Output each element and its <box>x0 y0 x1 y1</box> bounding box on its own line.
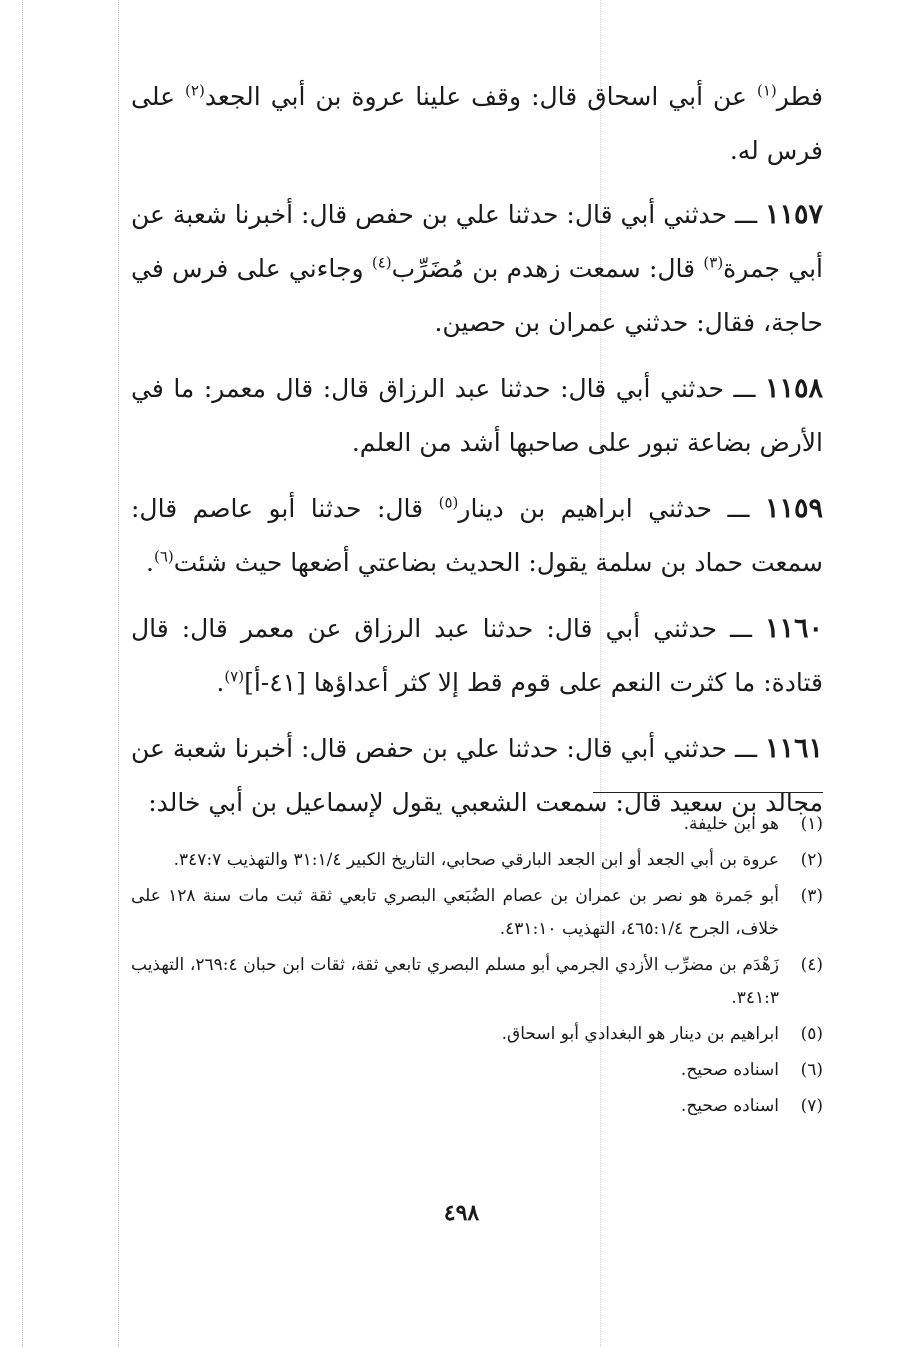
paragraph-text: . <box>216 668 225 697</box>
paragraph-text: فطر <box>776 82 823 111</box>
footnote-mark: (٣) <box>800 886 823 906</box>
footnote-reference: (٣) <box>703 253 724 272</box>
footnote-text: هو ابن خليفة. <box>683 814 779 834</box>
footnote-item <box>131 1018 823 1051</box>
footnote-mark: (٦) <box>800 1060 823 1080</box>
footnote-mark: (١) <box>800 814 823 834</box>
footnote-text: أبو جَمرة هو نصر بن عمران بن عصام الضُبَعي البصري تابعي ثقة ثبت مات سنة ١٢٨ على خلاف، الجرح ٤٦٥:١/٤، التهذيب ٤٣١:١٠. <box>131 886 779 939</box>
paragraph-text: ـــ حدثني أبي قال: حدثنا عبد الرزاق قال: قال معمر: ما في الأرض بضاعة تبور على صاحبها أشد من العلم. <box>131 374 823 457</box>
hadith-number: ١١٥٩ <box>764 493 823 524</box>
footnote-mark: (٧) <box>800 1096 823 1116</box>
paragraph-text: ـــ حدثني أبي قال: حدثنا علي بن حفص قال: أخبرنا شعبة عن مجالد بن سعيد قال: سمعت الشعبي يقول لإسماعيل بن أبي خالد: <box>131 734 823 817</box>
paragraph-text: ـــ حدثني ابراهيم بن دينار <box>458 494 765 523</box>
scan-artifact-line <box>118 0 119 1347</box>
footnote-reference: (٢) <box>185 81 205 100</box>
footnote-item <box>131 949 823 1015</box>
footnote-item <box>131 808 823 841</box>
footnote-text: اسناده صحيح. <box>680 1060 779 1080</box>
footnote-text: عروة بن أبي الجعد أو ابن الجعد البارقي صحابي، التاريخ الكبير ٣١:١/٤ والتهذيب ٣٤٧:٧. <box>173 850 779 870</box>
paragraph <box>131 482 823 590</box>
page-number: ٤٩٨ <box>443 1200 480 1226</box>
paragraph-text: . <box>146 548 154 577</box>
footnote-mark: (٢) <box>800 850 823 870</box>
paragraph-text: قال: حدثنا أبو عاصم قال: سمعت حماد بن سلمة يقول: الحديث بضاعتي أضعها حيث شئت <box>131 494 823 577</box>
hadith-number: ١١٥٧ <box>764 199 823 230</box>
paragraph-text: على فرس له. <box>131 82 823 165</box>
footnote-item <box>131 844 823 877</box>
paragraph <box>131 362 823 470</box>
paragraph-text: ـــ حدثني أبي قال: حدثنا عبد الرزاق عن معمر قال: قال قتادة: ما كثرت النعم على قوم قط إلا كثر أعداؤها [٤١-أ] <box>131 614 823 697</box>
footnote-text: اسناده صحيح. <box>680 1096 779 1116</box>
paragraph <box>131 70 823 178</box>
footnote-reference: (٥) <box>438 493 459 512</box>
footnote-reference: (٤) <box>371 253 392 272</box>
footnote-text: زَهْدَم بن مضرِّب الأزدي الجرمي أبو مسلم البصري تابعي ثقة، ثقات ابن حبان ٢٦٩:٤، التهذيب ٣٤١:٣. <box>131 955 779 1008</box>
paragraph <box>131 188 823 350</box>
scan-artifact-line <box>22 0 23 1347</box>
hadith-number: ١١٥٨ <box>764 373 823 404</box>
paragraph-text: ـــ حدثني أبي قال: حدثنا علي بن حفص قال: أخبرنا شعبة عن أبي جمرة <box>131 200 823 283</box>
footnote-item <box>131 880 823 946</box>
footnotes-list <box>131 808 823 1126</box>
footnote-mark: (٤) <box>800 955 823 975</box>
footnote-reference: (٧) <box>224 667 245 686</box>
paragraph-text: عن أبي اسحاق قال: وقف علينا عروة بن أبي الجعد <box>204 82 757 111</box>
footnote-text: ابراهيم بن دينار هو البغدادي أبو اسحاق. <box>501 1024 779 1044</box>
hadith-number: ١١٦١ <box>764 733 823 764</box>
footnote-reference: (٦) <box>154 547 174 566</box>
paragraph-text: وجاءني على فرس في حاجة، فقال: حدثني عمران بن حصين. <box>131 254 823 337</box>
footnote-separator <box>593 792 823 793</box>
main-text-body <box>131 70 823 842</box>
paragraph-text: قال: سمعت زهدم بن مُضَرِّب <box>391 254 704 283</box>
footnote-reference: (١) <box>756 81 777 100</box>
footnote-item <box>131 1054 823 1087</box>
paragraph <box>131 602 823 710</box>
footnote-mark: (٥) <box>800 1024 823 1044</box>
footnote-item <box>131 1090 823 1123</box>
hadith-number: ١١٦٠ <box>764 613 823 644</box>
